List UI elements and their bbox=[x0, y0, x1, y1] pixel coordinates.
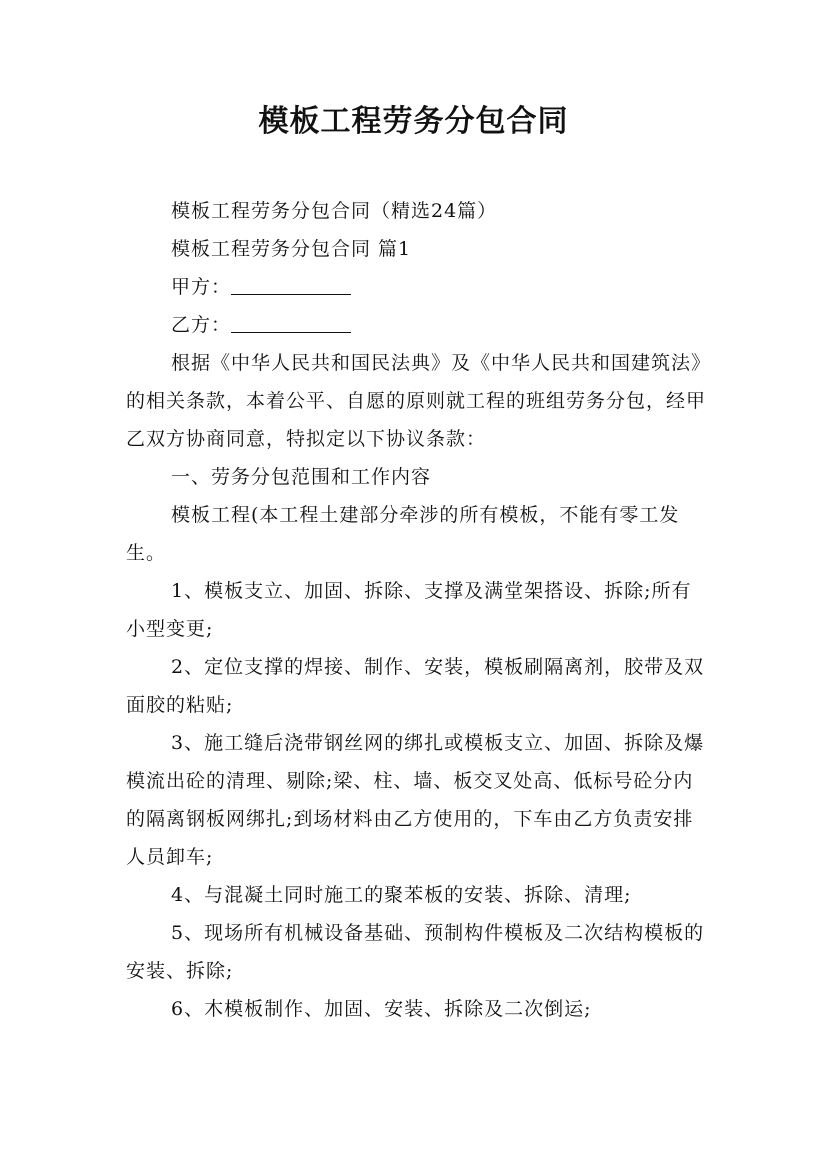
paragraph-formwork: 模板工程(本工程土建部分牵涉的所有模板，不能有零工发生。 bbox=[126, 504, 680, 564]
party-a-blank bbox=[231, 272, 351, 295]
paragraph-item-4: 4、与混凝土同时施工的聚苯板的安装、拆除、清理; bbox=[171, 884, 632, 906]
paragraph-item-1: 1、模板支立、加固、拆除、支撑及满堂架搭设、拆除;所有小型变更; bbox=[126, 580, 692, 640]
party-a-line bbox=[126, 268, 708, 306]
document-body bbox=[126, 192, 708, 1028]
paragraph-item-2: 2、定位支撑的焊接、制作、安装，模板刷隔离剂，胶带及双面胶的粘贴; bbox=[126, 656, 705, 716]
party-a-label: 甲方： bbox=[171, 276, 232, 298]
section-heading: 模板工程劳务分包合同 篇1 bbox=[171, 238, 412, 260]
subtitle: 模板工程劳务分包合同（精选24篇） bbox=[171, 200, 498, 222]
paragraph-item-3: 3、施工缝后浇带钢丝网的绑扎或模板支立、加固、拆除及爆模流出砼的清理、剔除;梁、柱、墙、板交叉处高、低标号砼分内的隔离钢板网绑扎;到场材料由乙方使用的，下车由乙方负责安排人员卸车; bbox=[126, 732, 705, 868]
paragraph-item-5: 5、现场所有机械设备基础、预制构件模板及二次结构模板的安装、拆除; bbox=[126, 922, 705, 982]
party-b-line bbox=[126, 306, 708, 344]
document-title: 模板工程劳务分包合同 bbox=[258, 104, 569, 139]
paragraph-scope-heading: 一、劳务分包范围和工作内容 bbox=[171, 466, 432, 488]
party-b-label: 乙方： bbox=[171, 314, 232, 336]
party-b-blank bbox=[231, 310, 351, 333]
paragraph-preamble: 根据《中华人民共和国民法典》及《中华人民共和国建筑法》的相关条款，本着公平、自愿的原则就工程的班组劳务分包，经甲乙双方协商同意，特拟定以下协议条款： bbox=[126, 352, 707, 450]
paragraph-item-6: 6、木模板制作、加固、安装、拆除及二次倒运; bbox=[171, 998, 592, 1020]
